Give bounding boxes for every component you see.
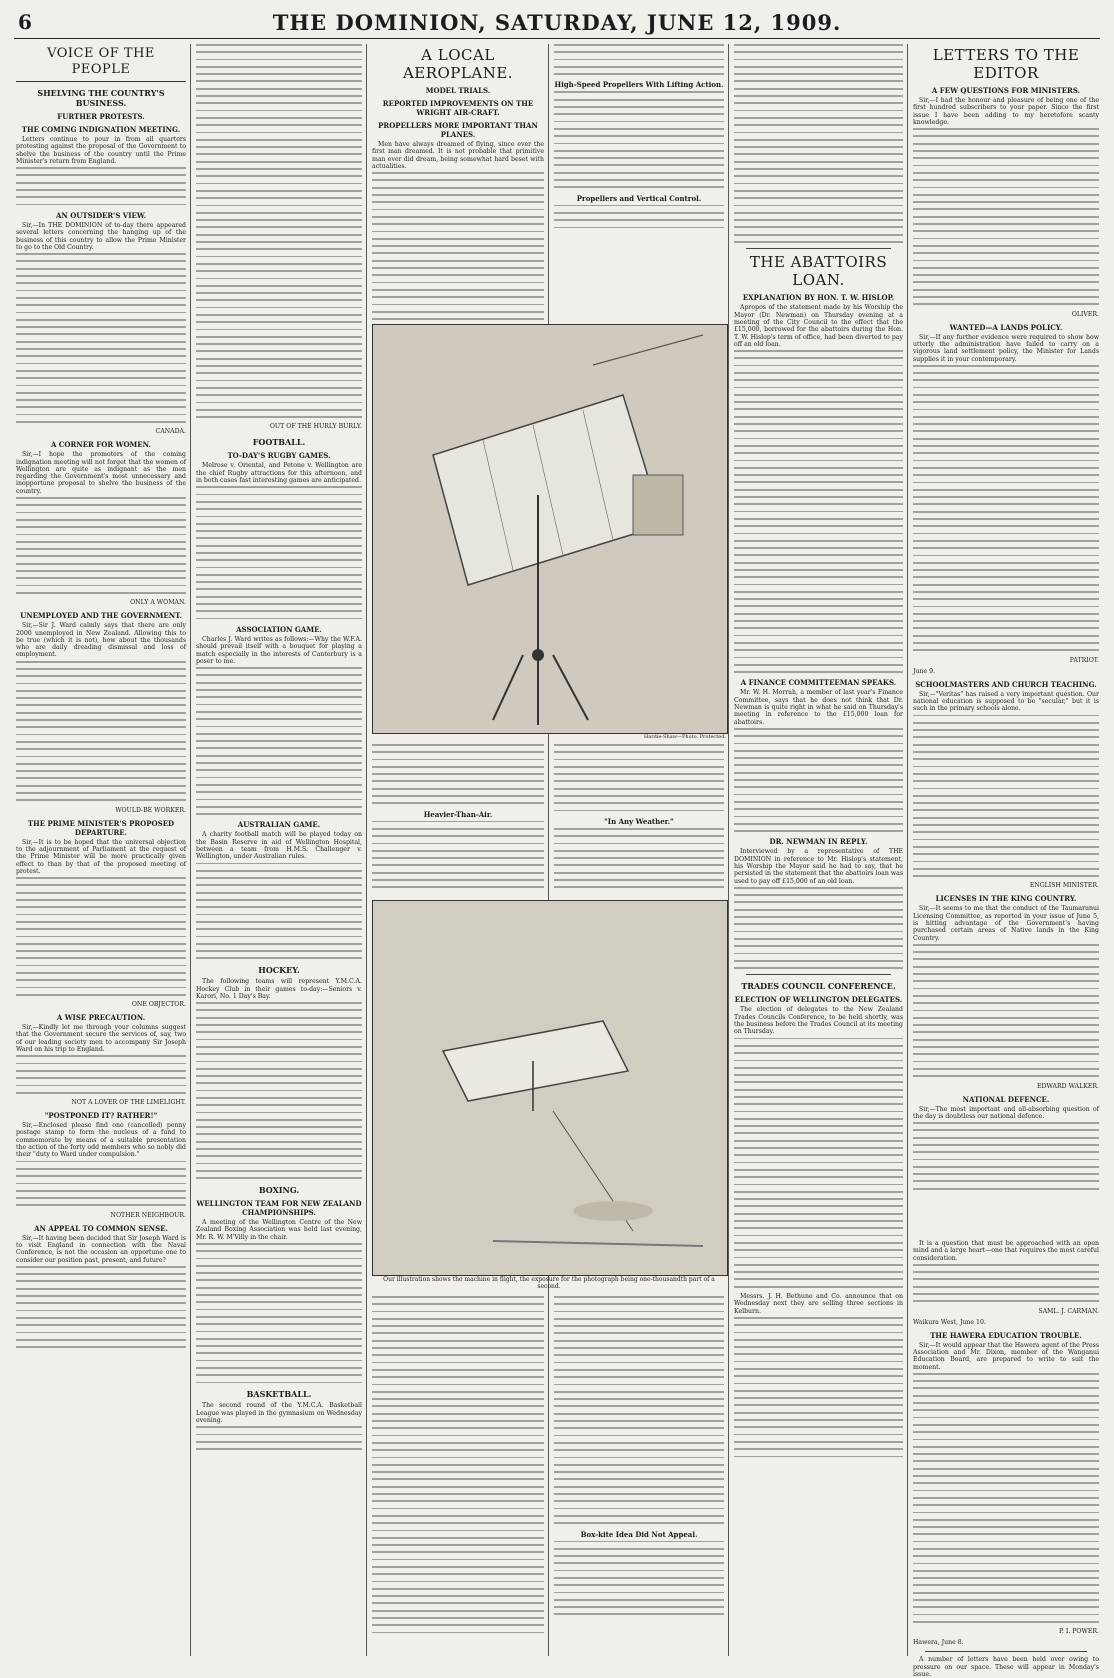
text-lines bbox=[734, 1317, 903, 1457]
subheading: TO-DAY'S RUGBY GAMES. bbox=[227, 451, 331, 461]
letter-text: Sir,—I had the honour and pleasure of being one of the first hundred subscribers to your paper. Since the first issue I have been adding to my heretofore scanty knowledge. bbox=[913, 97, 1099, 126]
subheading: THE COMING INDIGNATION MEETING. bbox=[21, 125, 181, 134]
text-lines bbox=[554, 91, 724, 188]
article-text: Interviewed by a representative of THE DOMINION in reference to Mr. Hislop's statement, his Worship the Mayor said he had to say, that he persisted in the statement that the abattoirs loan was used to pay off £15,000 of an old loan. bbox=[734, 848, 903, 885]
aeroplane-flight-photo bbox=[372, 900, 728, 1276]
subheading: WELLINGTON TEAM FOR NEW ZEALAND CHAMPIONSHIPS. bbox=[196, 1199, 362, 1218]
section-heading: LETTERS TO THE EDITOR bbox=[932, 46, 1080, 82]
text-lines bbox=[372, 744, 544, 804]
text-lines bbox=[372, 821, 544, 888]
letter-heading: A WISE PRECAUTION. bbox=[56, 1013, 146, 1023]
letter-text: Sir,—"Veritas" has raised a very important question. Our national education is supposed to be "secular," but it is such in the primary schools alone. bbox=[913, 690, 1099, 713]
aeroplane-flight-illustration bbox=[373, 901, 727, 1275]
section-heading: VOICE OF THE PEOPLE bbox=[16, 46, 186, 82]
letter-signature: OLIVER. bbox=[1071, 310, 1099, 318]
article-title: THE ABATTOIRS LOAN. bbox=[749, 253, 888, 290]
text-lines bbox=[734, 44, 903, 243]
text-lines bbox=[372, 1296, 544, 1633]
page-number: 6 bbox=[18, 10, 32, 34]
letter-text: Sir,—Sir J. Ward calmly says that there are only 2000 unemployed in New Zealand. Allowing this to be true (which it is not), how about the thousands who are daily dreading dismissal and loss of employment. bbox=[16, 622, 186, 659]
letter-date: June 9. bbox=[913, 667, 935, 675]
text-lines bbox=[913, 1122, 1099, 1189]
article-continuation bbox=[372, 1296, 544, 1656]
text-lines bbox=[196, 1243, 362, 1383]
aeroplane-illustration bbox=[373, 325, 727, 733]
article-text: Melrose v. Oriental, and Petone v. Wellington are the chief Rugby attractions for this afternoon, and in both cases fast interesting games are anticipated. bbox=[196, 462, 362, 485]
letter-text: Sir,—It seems to me that the conduct of the Taumarunui Licensing Committee, as reported in your issue of June 5, is hitting advantage of the Government's having purchased certain areas of Native lands in the King Country. bbox=[913, 905, 1099, 942]
column-5 bbox=[734, 44, 903, 1656]
section-heading: BOXING. bbox=[258, 1185, 300, 1196]
text-lines bbox=[196, 863, 362, 960]
subheading: Box-kite Idea Did Not Appeal. bbox=[580, 1529, 698, 1539]
letter-heading: UNEMPLOYED AND THE GOVERNMENT. bbox=[20, 611, 182, 621]
subheading: Propellers and Vertical Control. bbox=[576, 193, 702, 203]
text-lines bbox=[372, 172, 544, 349]
article-text: Apropos of the statement made by his Worship the Mayor (Dr. Newman) on Thursday evening at a meeting of the City Council to the effect that the £15,000, borrowed for the abattoirs during the Hon. T. W. Hislop's term of office, had been diverted to pay off an old loan. bbox=[734, 304, 903, 348]
text-lines bbox=[196, 667, 362, 815]
subheading: ASSOCIATION GAME. bbox=[236, 624, 322, 634]
letter-date: Hawera, June 8. bbox=[913, 1639, 964, 1647]
text-lines bbox=[16, 1055, 186, 1093]
article-text: Men have always dreamed of flying, since ever the first man dreamed. It is not probable that primitive man ever did dream, being somewhat hard beset with actualities. bbox=[372, 141, 544, 170]
page-header bbox=[14, 8, 1100, 39]
letter-signature: ONLY A WOMAN. bbox=[130, 599, 186, 607]
section-heading: FOOTBALL. bbox=[252, 437, 306, 448]
text-lines bbox=[734, 887, 903, 969]
letter-text: Sir,—The most important and all-absorbing question of the day is doubtless our national defence. bbox=[913, 1105, 1099, 1120]
aeroplane-photo bbox=[372, 324, 728, 734]
text-lines bbox=[196, 44, 362, 418]
letter-heading: SCHOOLMASTERS AND CHURCH TEACHING. bbox=[915, 679, 1097, 689]
column-rule bbox=[190, 44, 191, 1656]
text-lines bbox=[913, 1373, 1099, 1623]
photo-caption: Our illustration shows the machine in flight, the exposure for the photograph being one-thousandth part of a second. bbox=[383, 1276, 715, 1290]
letter-heading: "POSTPONED IT? RATHER!" bbox=[44, 1111, 158, 1121]
letter-signature: NOTHER NEIGHBOUR. bbox=[110, 1211, 186, 1219]
article-continuation bbox=[372, 744, 544, 892]
text-lines bbox=[913, 944, 1099, 1077]
letter-heading: A CORNER FOR WOMEN. bbox=[50, 440, 152, 450]
text-lines bbox=[554, 205, 724, 229]
section-heading: BASKETBALL. bbox=[246, 1389, 312, 1400]
letter-text: Sir,—I hope the promoters of the coming indignation meeting will not forget that the women of Wellington are quite as indignant as the men regarding the Government's most unnecessary and inopportune proposal to shelve the business of the country. bbox=[16, 451, 186, 495]
text-lines bbox=[913, 715, 1099, 877]
article-text: It is a question that must be approached with an open mind and a large heart—one that requires the most careful consideration. bbox=[913, 1240, 1099, 1262]
letter-heading: WANTED—A LANDS POLICY. bbox=[949, 322, 1063, 332]
letter-heading: LICENSES IN THE KING COUNTRY. bbox=[935, 894, 1077, 904]
letter-signature: P. I. POWER. bbox=[1059, 1628, 1099, 1636]
text-lines bbox=[554, 44, 724, 75]
text-lines bbox=[16, 167, 186, 205]
text-lines bbox=[16, 661, 186, 801]
article-text: Messrs. J. H. Bethune and Co. announce that on Wednesday next they are selling three sections in Kelburn. bbox=[734, 1293, 903, 1315]
text-lines bbox=[554, 1541, 724, 1616]
subheading: MODEL TRIALS. bbox=[425, 86, 491, 95]
article-title: A LOCAL AEROPLANE. bbox=[402, 46, 514, 82]
article-title: TRADES COUNCIL CONFERENCE. bbox=[741, 981, 896, 992]
article-text: The second round of the Y.M.C.A. Basketball League was played in the gymnasium on Wednesday evening. bbox=[196, 1402, 362, 1424]
signature: OUT OF THE HURLY BURLY. bbox=[269, 423, 362, 431]
column-rule bbox=[548, 44, 549, 1656]
column-2 bbox=[196, 44, 362, 1656]
text-lines bbox=[196, 1426, 362, 1450]
letter-heading: THE HAWERA EDUCATION TROUBLE. bbox=[930, 1330, 1082, 1340]
text-lines bbox=[734, 728, 903, 832]
column-1 bbox=[16, 44, 186, 1656]
letter-text: Sir,—It is to be hoped that the universal objection to the adjournment of Parliament at the request of the Prime Minister will be more practically given effect to than by that of the proposed meeting of protest. bbox=[16, 838, 186, 875]
masthead: THE DOMINION, SATURDAY, JUNE 12, 1909. bbox=[272, 10, 842, 35]
subheading: ELECTION OF WELLINGTON DELEGATES. bbox=[734, 995, 903, 1005]
column-rule bbox=[366, 44, 367, 1656]
article-text: A meeting of the Wellington Centre of the New Zealand Boxing Association was held last evening, Mr. R. W. M'Villy in the chair. bbox=[196, 1219, 362, 1241]
subheading: EXPLANATION BY HON. T. W. HISLOP. bbox=[742, 293, 895, 303]
subheading: PROPELLERS MORE IMPORTANT THAN PLANES. bbox=[378, 121, 538, 139]
letter-signature: PATRIOT. bbox=[1069, 656, 1099, 664]
letter-signature: SAML. J. CARMAN. bbox=[1038, 1307, 1099, 1315]
letter-signature: WOULD-BE WORKER. bbox=[115, 806, 186, 814]
article-continuation bbox=[554, 744, 724, 892]
letter-signature: ONE OBJECTOR. bbox=[131, 1001, 186, 1009]
column-6-lower bbox=[913, 1240, 1099, 1678]
article-continuation bbox=[554, 1296, 724, 1656]
divider bbox=[746, 248, 891, 249]
article-text: Letters continue to pour in from all quarters protesting against the proposal of the Government to shelve the business of the country until the Prime Minister's return from England. bbox=[16, 136, 186, 165]
letter-signature: ENGLISH MINISTER. bbox=[1029, 882, 1099, 890]
subheading: "In Any Weather." bbox=[604, 816, 674, 826]
text-lines bbox=[554, 1296, 724, 1524]
text-lines bbox=[913, 1264, 1099, 1302]
article-heading: SHELVING THE COUNTRY'S BUSINESS. bbox=[37, 88, 165, 108]
letter-text: Sir,—Kindly let me through your columns suggest that the Government secure the services of, say, two of our leading society men to accompany Sir Joseph Ward on his trip to England. bbox=[16, 1024, 186, 1054]
column-rule bbox=[728, 44, 729, 1656]
letter-text: Sir,—Enclosed please find one (cancelled) penny postage stamp to form the nucleus of a fund to commemorate by means of a suitable presentation the action of the forty odd members who so nobly did their "duty to Ward under compulsion." bbox=[16, 1122, 186, 1159]
letter-text: Sir,—If any further evidence were required to show how utterly the administration have failed to carry on a vigorous land settlement policy, the Minister for Lands supplies it in your contemporary. bbox=[913, 333, 1099, 363]
text-lines bbox=[913, 128, 1099, 305]
text-lines bbox=[734, 1038, 903, 1288]
article-text: Mr. W. H. Morrah, a member of last year's Finance Committee, says that he does not think that Dr. Newman is quite right in what he said on Thursday's meeting in reference to the £15,000 loan for abattoirs. bbox=[734, 689, 903, 726]
letter-heading: AN APPEAL TO COMMON SENSE. bbox=[34, 1223, 168, 1233]
letter-text: Sir,—In THE DOMINION of to-day there appeared several letters concerning the hanging up of the business of this country to allow the Prime Minister to go to the Old Country. bbox=[16, 221, 186, 251]
text-lines bbox=[196, 486, 362, 619]
text-lines bbox=[734, 350, 903, 673]
text-lines bbox=[913, 365, 1099, 651]
text-lines bbox=[16, 1266, 186, 1348]
letter-signature: CANADA. bbox=[155, 428, 186, 436]
article-text: The election of delegates to the New Zealand Trades Councils Conference, to be held shortly, was the business before the Trades Council at its meeting on Thursday. bbox=[734, 1006, 903, 1036]
text-lines bbox=[16, 877, 186, 996]
text-lines bbox=[16, 497, 186, 594]
section-heading: HOCKEY. bbox=[258, 965, 300, 976]
divider bbox=[746, 974, 891, 975]
article-text: A charity football match will be played today on the Basin Reserve in aid of Wellington Hospital, between a team from H.M.S. Challenger v. Wellington, under Australian rules. bbox=[196, 831, 362, 861]
editor-note: A number of letters have been held over owing to pressure on our space. These will appear in Monday's issue. bbox=[913, 1656, 1099, 1678]
column-rule bbox=[907, 44, 908, 1656]
letter-heading: AN OUTSIDER'S VIEW. bbox=[55, 210, 147, 220]
letter-heading: THE PRIME MINISTER'S PROPOSED DEPARTURE. bbox=[27, 818, 175, 837]
letter-date: Waikura West, June 10. bbox=[913, 1318, 986, 1326]
subheading: AUSTRALIAN GAME. bbox=[237, 820, 321, 830]
letter-signature: EDWARD WALKER. bbox=[1037, 1082, 1099, 1090]
article-text: The following teams will represent Y.M.C.A. Hockey Club in their games to-day:—Seniors v. Karori, No. 1 Day's Bay. bbox=[196, 978, 362, 1000]
subheading: REPORTED IMPROVEMENTS ON THE WRIGHT AIR-CRAFT. bbox=[382, 99, 534, 117]
divider bbox=[925, 1651, 1087, 1652]
letter-heading: NATIONAL DEFENCE. bbox=[962, 1094, 1050, 1104]
letter-signature: NOT A LOVER OF THE LIMELIGHT. bbox=[71, 1099, 186, 1107]
text-lines bbox=[554, 828, 724, 888]
letter-text: Sir,—It would appear that the Hawera agent of the Press Association and Mr. Dixon, member of the Wanganui Education Board, are prepared to write to suit the moment. bbox=[913, 1341, 1099, 1371]
letter-text: Sir,—It having been decided that Sir Joseph Ward is to visit England in connection with the Naval Conference, is not the occasion an opportune one to consider our position past, present, and future? bbox=[16, 1234, 186, 1264]
subheading: High-Speed Propellers With Lifting Action. bbox=[554, 80, 724, 90]
photo-credit: Hardie-Shaw—Photo. Protected. bbox=[643, 734, 726, 740]
article-text: Charles J. Ward writes as follows:—Why the W.F.A. should prevail itself with a bouquet for playing a match especially in the interests of Canterbury is a poser to me. bbox=[196, 635, 362, 665]
text-lines bbox=[16, 253, 186, 423]
text-lines bbox=[196, 1002, 362, 1179]
subheading: FURTHER PROTESTS. bbox=[57, 112, 145, 121]
subheading: Heavier-Than-Air. bbox=[423, 809, 493, 819]
letter-heading: A FEW QUESTIONS FOR MINISTERS. bbox=[931, 86, 1081, 95]
subheading: DR. NEWMAN IN REPLY. bbox=[769, 837, 868, 847]
text-lines bbox=[16, 1161, 186, 1207]
text-lines bbox=[554, 744, 724, 811]
subheading: A FINANCE COMMITTEEMAN SPEAKS. bbox=[740, 678, 897, 688]
